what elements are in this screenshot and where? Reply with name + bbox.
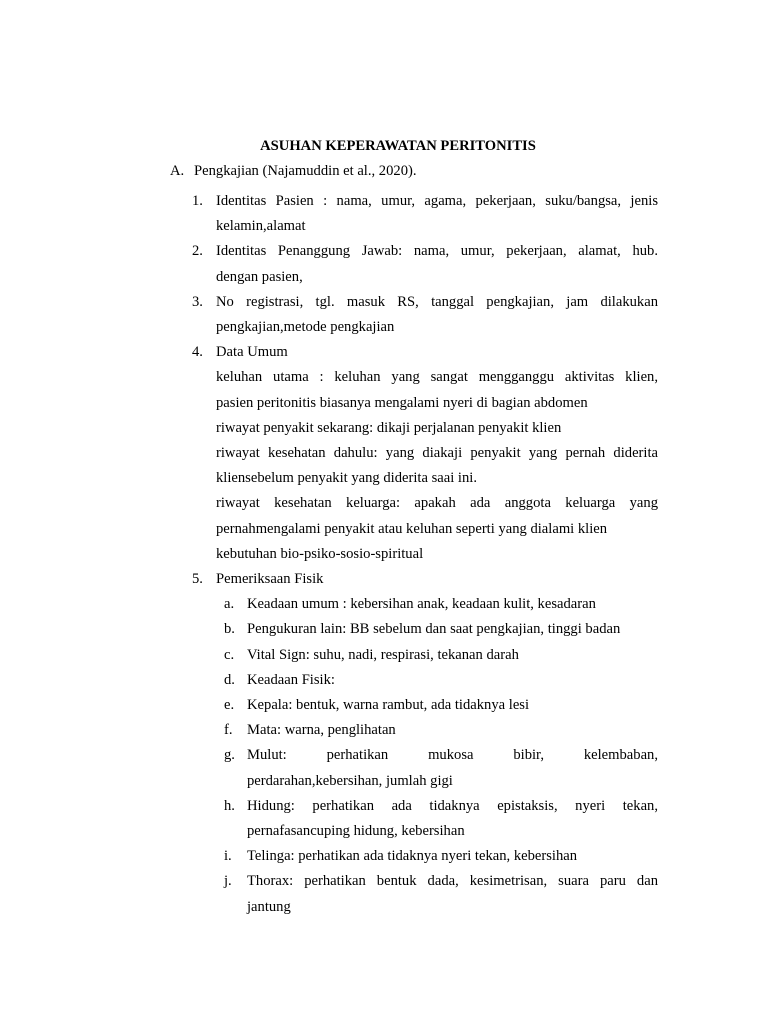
sub-list-letter: j. — [224, 873, 232, 890]
list-item — [170, 567, 658, 592]
list-item-body — [216, 189, 658, 239]
text-line: Keadaan Fisik: — [247, 671, 335, 688]
sub-list-letter: f. — [224, 722, 233, 739]
list-item-body — [216, 340, 658, 567]
section-heading-text: Pengkajian (Najamuddin et al., 2020). — [194, 163, 417, 179]
document-title: ASUHAN KEPERAWATAN PERITONITIS — [260, 138, 536, 154]
sub-list-item — [170, 693, 658, 718]
sub-list-letter: e. — [224, 697, 235, 714]
list-number: 2. — [192, 243, 203, 260]
section-letter: A. — [170, 163, 185, 179]
list-number: 5. — [192, 571, 203, 588]
sub-list-letter: c. — [224, 646, 235, 663]
text-line: perdarahan,kebersihan, jumlah gigi — [247, 772, 453, 789]
text-line: Kepala: bentuk, warna rambut, ada tidaknya lesi — [247, 697, 530, 714]
text-line: Hidung: perhatikan ada tidaknya epistaksis, nyeri tekan, — [247, 797, 658, 814]
text-line: pasien peritonitis biasanya mengalami nyeri di bagian abdomen — [216, 394, 588, 411]
text-line: kliensebelum penyakit yang diderita saai ini. — [216, 470, 477, 487]
sub-list-letter: g. — [224, 747, 235, 764]
sub-list-body — [247, 668, 658, 693]
text-line: Data Umum — [216, 344, 288, 361]
section-pengkajian — [170, 163, 658, 920]
section-heading — [170, 163, 658, 180]
text-line: riwayat kesehatan dahulu: yang diakaji penyakit yang pernah diderita — [216, 445, 658, 462]
sub-list-item — [170, 592, 658, 617]
list-item — [170, 189, 658, 239]
sub-list-item — [170, 668, 658, 693]
sub-list-item — [170, 643, 658, 668]
numbered-list — [170, 189, 658, 920]
sub-list-body — [247, 592, 658, 617]
list-item-body — [216, 567, 658, 592]
sub-list-letter: d. — [224, 671, 235, 688]
sub-list-item — [170, 718, 658, 743]
sub-list-body — [247, 693, 658, 718]
sub-list-item — [170, 869, 658, 919]
text-line: Mulut: perhatikan mukosa bibir, kelembaban, — [247, 747, 658, 764]
sub-list-body — [247, 743, 658, 793]
list-number: 4. — [192, 344, 203, 361]
text-line: Pengukuran lain: BB sebelum dan saat pengkajian, tinggi badan — [247, 621, 621, 638]
list-item — [170, 290, 658, 340]
sub-list-body — [247, 718, 658, 743]
list-item — [170, 239, 658, 289]
text-line: keluhan utama : keluhan yang sangat mengganggu aktivitas klien, — [216, 369, 658, 386]
sub-list-item — [170, 794, 658, 844]
sub-list-body — [247, 643, 658, 668]
text-line: Pemeriksaan Fisik — [216, 571, 324, 588]
sub-list-body — [247, 869, 658, 919]
text-line: Telinga: perhatikan ada tidaknya nyeri tekan, kebersihan — [247, 848, 578, 865]
text-line: No registrasi, tgl. masuk RS, tanggal pengkajian, jam dilakukan — [216, 293, 658, 310]
sub-list-item — [170, 617, 658, 642]
text-line: riwayat kesehatan keluarga: apakah ada anggota keluarga yang — [216, 495, 658, 512]
sub-list-body — [247, 844, 658, 869]
list-number: 3. — [192, 293, 203, 310]
list-number: 1. — [192, 193, 203, 209]
text-line: pengkajian,metode pengkajian — [216, 319, 395, 336]
sub-list-item — [170, 743, 658, 793]
list-item-body — [216, 239, 658, 289]
text-line: Identitas Penanggung Jawab: nama, umur, pekerjaan, alamat, hub. — [216, 243, 658, 260]
text-line: Identitas Pasien : nama, umur, agama, pekerjaan, suku/bangsa, jenis — [216, 193, 658, 209]
text-line: Keadaan umum : kebersihan anak, keadaan kulit, kesadaran — [247, 596, 596, 613]
text-line: Thorax: perhatikan bentuk dada, kesimetrisan, suara paru dan — [247, 873, 658, 890]
sub-list-letter: b. — [224, 621, 235, 638]
text-line: Mata: warna, penglihatan — [247, 722, 396, 739]
list-item — [170, 340, 658, 567]
sub-list-letter: h. — [224, 797, 235, 814]
text-line: jantung — [247, 898, 291, 915]
text-line: riwayat penyakit sekarang: dikaji perjalanan penyakit klien — [216, 419, 562, 436]
sub-list-letter: a. — [224, 596, 235, 613]
sub-list-body — [247, 794, 658, 844]
text-line: pernahmengalami penyakit atau keluhan seperti yang dialami klien — [216, 520, 608, 537]
text-line: kebutuhan bio-psiko-sosio-spiritual — [216, 545, 424, 562]
list-item-body — [216, 290, 658, 340]
text-line: pernafasancuping hidung, kebersihan — [247, 823, 465, 840]
text-line: kelamin,alamat — [216, 218, 306, 235]
text-line: dengan pasien, — [216, 268, 303, 285]
sub-list-item — [170, 844, 658, 869]
text-line: Vital Sign: suhu, nadi, respirasi, tekanan darah — [247, 646, 519, 663]
sub-list-letter: i. — [224, 848, 232, 865]
sub-list-body — [247, 617, 658, 642]
